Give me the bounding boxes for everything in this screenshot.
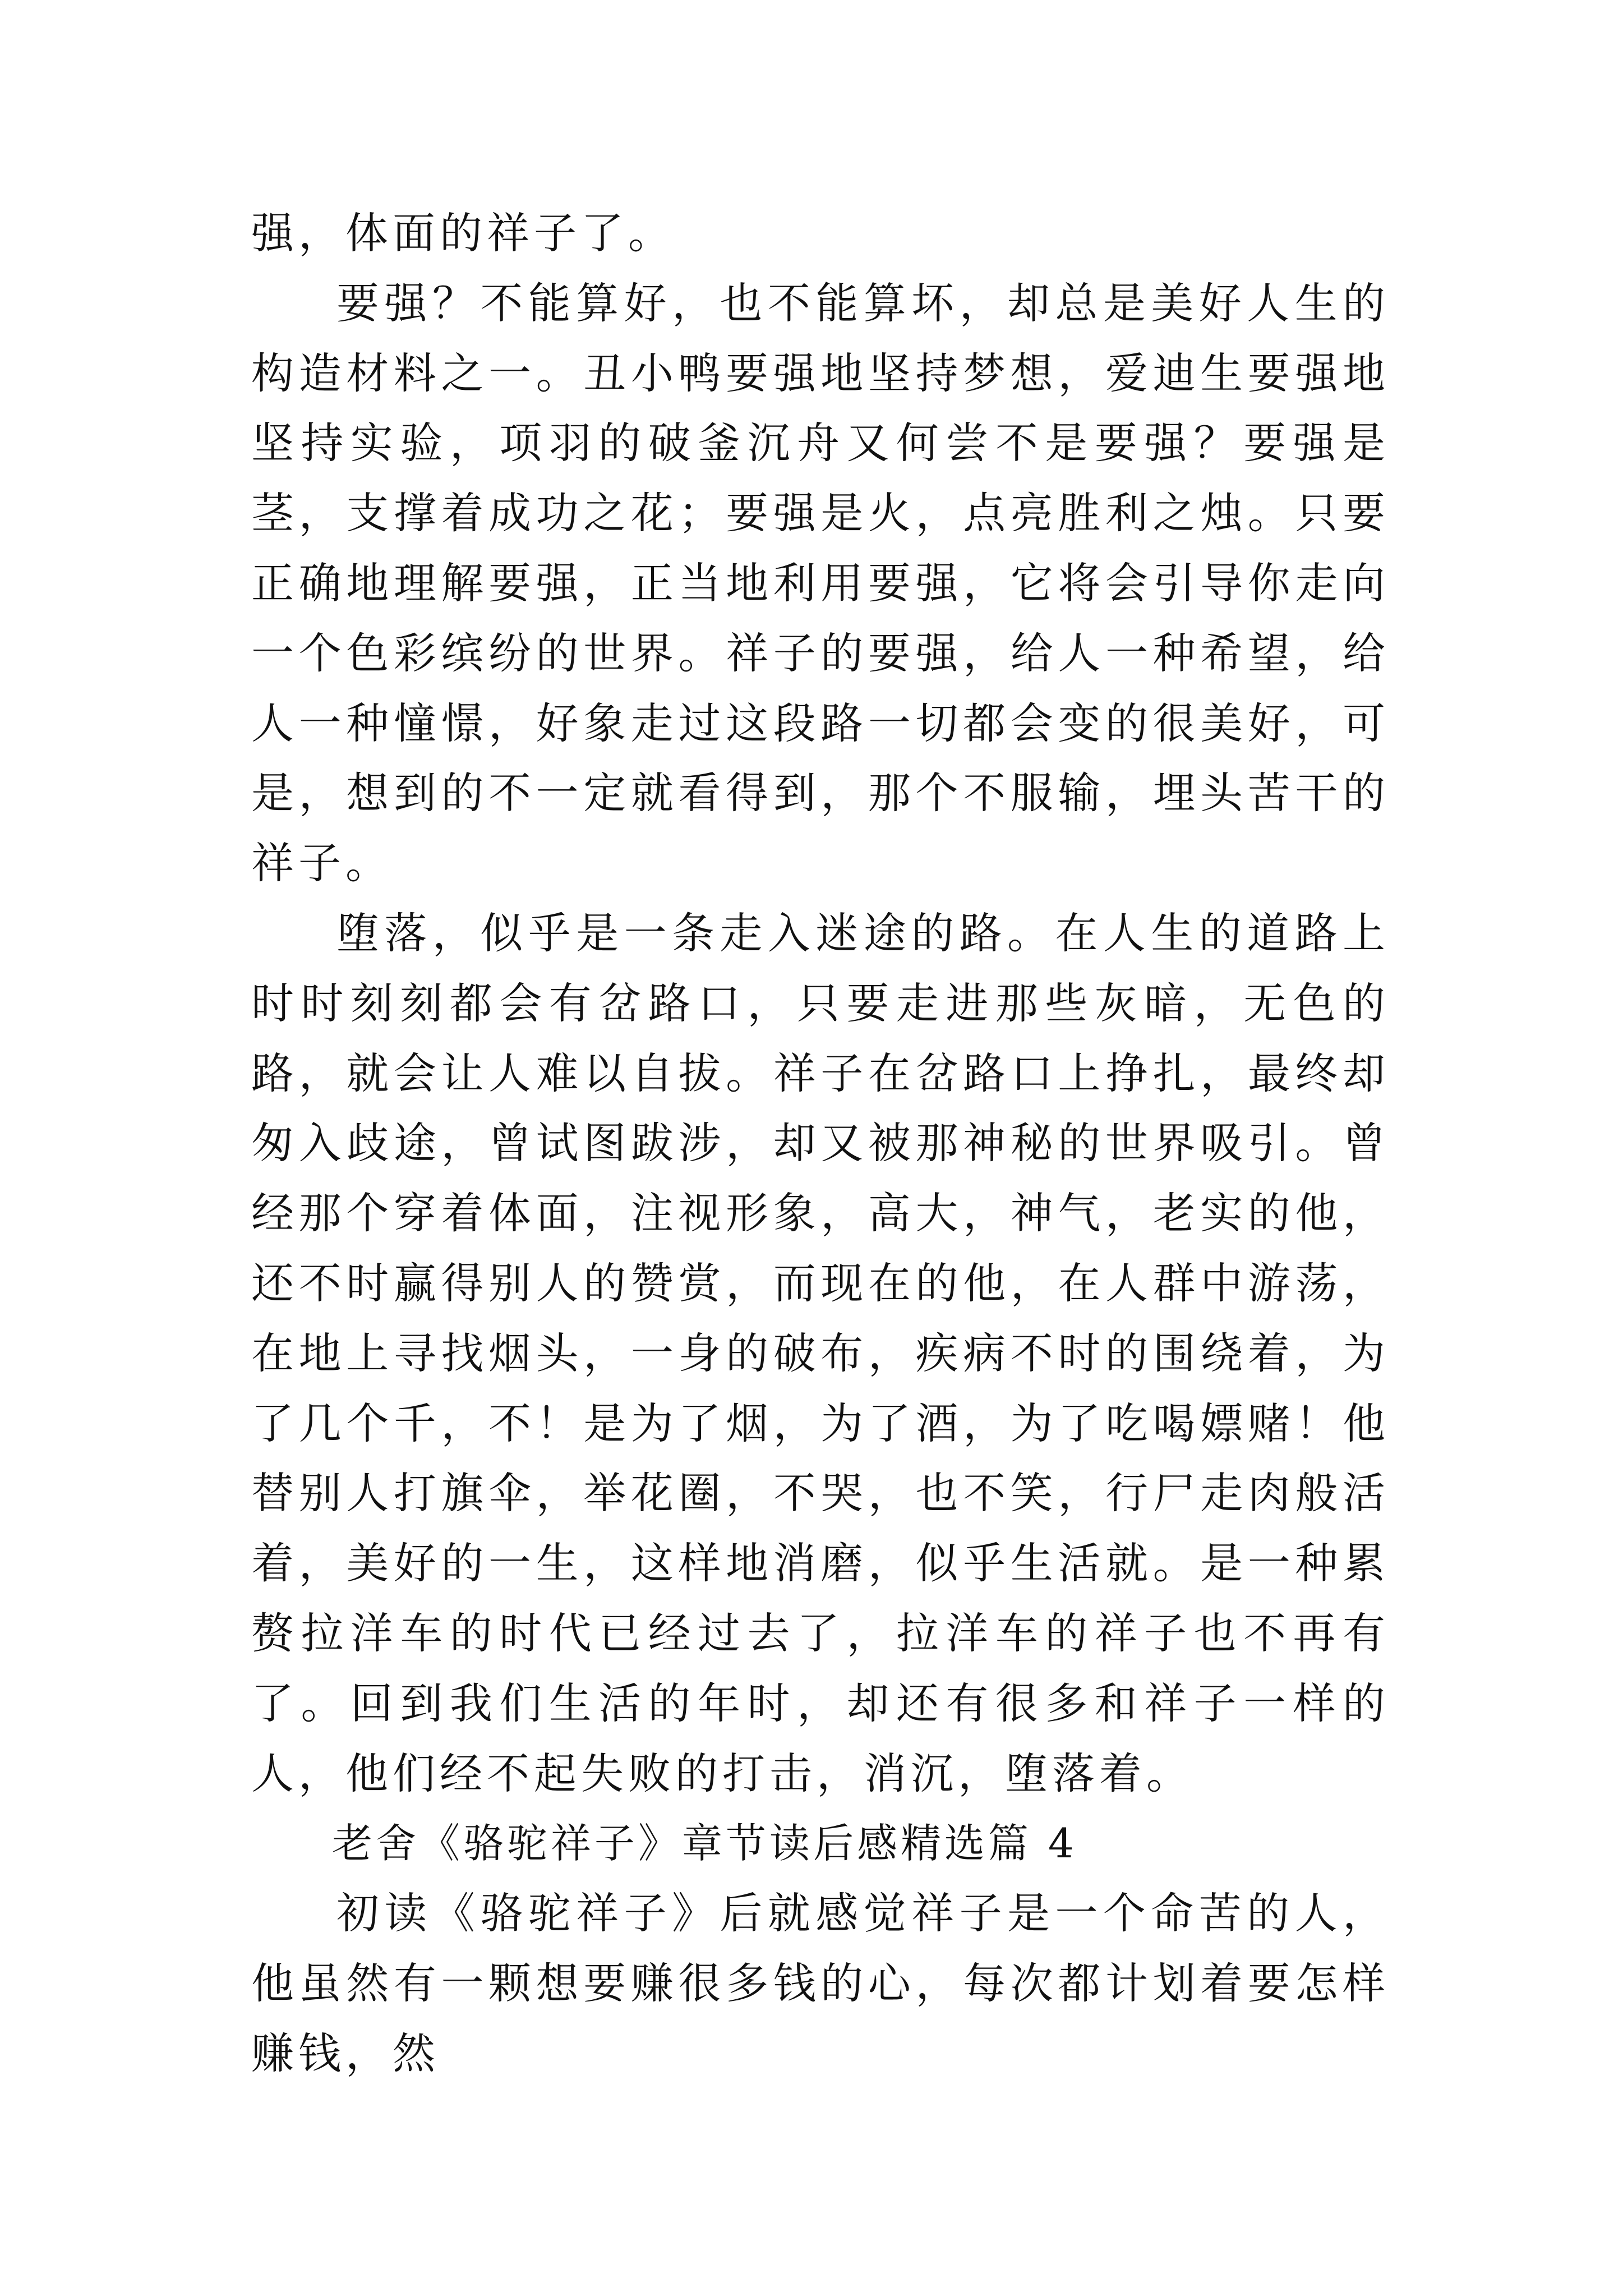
paragraph-first-reading: 初读《骆驼祥子》后就感觉祥子是一个命苦的人，他虽然有一颗想要赚很多钱的心，每次都计划着要怎样赚钱，然 xyxy=(251,1888,1390,2078)
paragraph-continuation: 强，体面的祥子了。 xyxy=(251,208,675,258)
section-heading: 老舍《骆驼祥子》章节读后感精选篇 4 xyxy=(332,1820,1077,1867)
paragraph-perseverance: 要强？不能算好，也不能算坏，却总是美好人生的构造材料之一。丑小鸭要强地坚持梦想，爱迪生要强地坚持实验，项羽的破釜沉舟又何尝不是要强？要强是茎，支撑着成功之花；要强是火，点亮胜利之烛。只要正确地理解要强，正当地利用要强，它将会引导你走向一个色彩缤纷的世界。祥子的要强，给人一种希望，给人一种憧憬，好象走过这段路一切都会变的很美好，可是，想到的不一定就看得到，那个不服输，埋头苦干的祥子。 xyxy=(251,278,1390,889)
paragraph-degeneration: 堕落，似乎是一条走入迷途的路。在人生的道路上时时刻刻都会有岔路口，只要走进那些灰暗，无色的路，就会让人难以自拔。祥子在岔路口上挣扎，最终却匆入歧途，曾试图跋涉，却又被那神秘的世界吸引。曾经那个穿着体面，注视形象，高大，神气，老实的他，还不时赢得别人的赞赏，而现在的他，在人群中游荡，在地上寻找烟头，一身的破布，疾病不时的围绕着，为了几个千，不！是为了烟，为了酒，为了吃喝嫖赌！他替别人打旗伞，举花圈，不哭，也不笑，行尸走肉般活着，美好的一生，这样地消磨，似乎生活就。是一种累赘拉洋车的时代已经过去了，拉洋车的祥子也不再有了。回到我们生活的年时，却还有很多和祥子一样的人，他们经不起失败的打击，消沉，堕落着。 xyxy=(251,908,1390,1798)
document-body xyxy=(251,199,1390,2089)
